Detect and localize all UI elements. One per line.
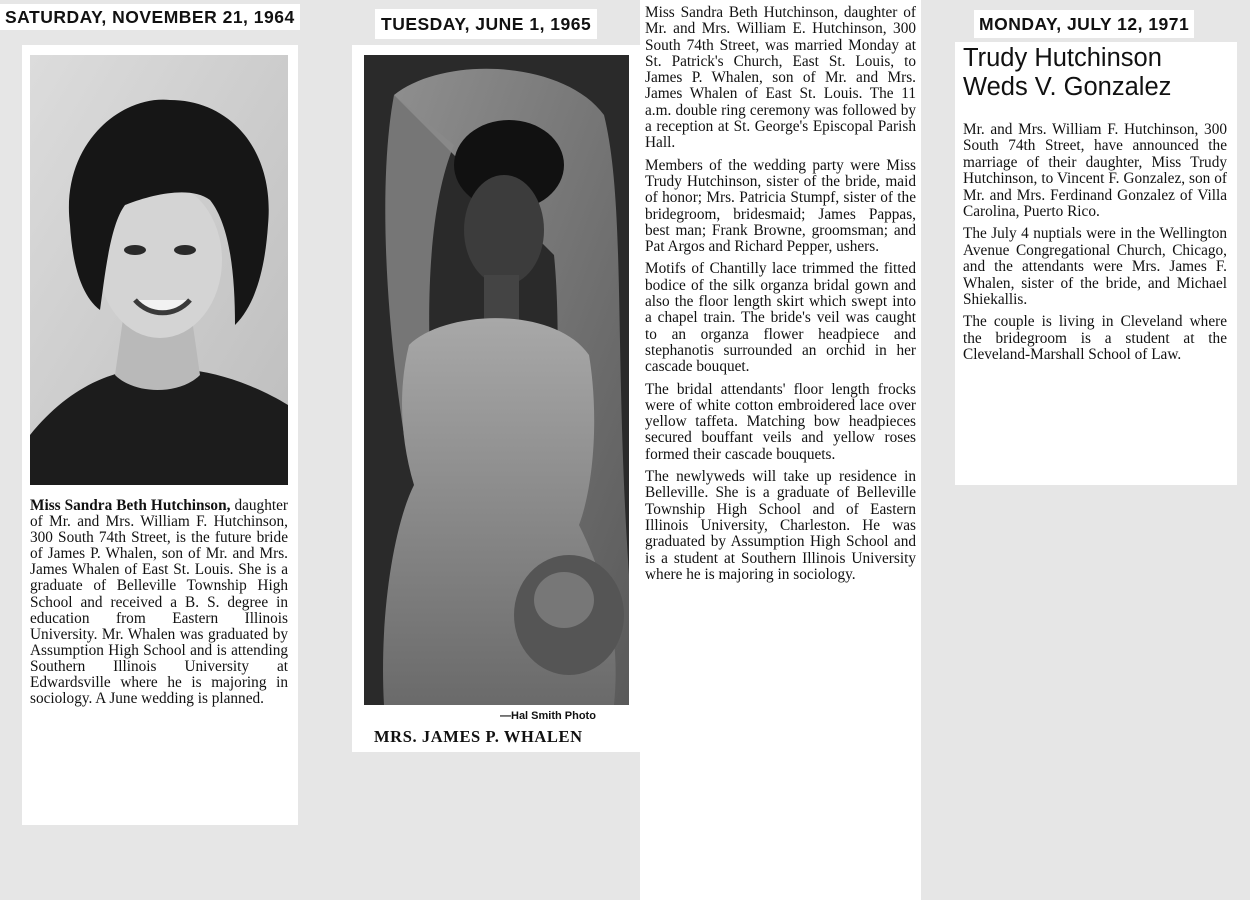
clip3-article-text: [963, 122, 1227, 370]
clip3-headline-line1: Trudy Hutchinson: [963, 44, 1162, 72]
portrait-illustration: [30, 55, 288, 485]
clip1-dateline: SATURDAY, NOVEMBER 21, 1964: [0, 4, 300, 30]
clip1-body: daughter of Mr. and Mrs. William F. Hutchinson, 300 South 74th Street, is the future bride of James P. Whalen, son of Mr. and Mrs. James Whalen of East St. Louis. She is a graduate of Belleville Township High School and received a B. S. degree in education from Eastern Illinois University. Mr. Whalen was graduated by Assumption High School and is attending Southern Illinois University at Edwardsville where he is majoring in sociology. A June wedding is planned.: [30, 497, 288, 708]
clip2-paragraph: Members of the wedding party were Miss Trudy Hutchinson, sister of the bride, maid of honor; Mrs. Patricia Stumpf, sister of the bridegroom, bridesmaid; James Pappas, best man; Frank Browne, groomsman; and Pat Argos and Richard Pepper, ushers.: [645, 156, 916, 256]
clip2-bride-photo: [364, 55, 629, 705]
clip3-headline: [963, 44, 1233, 102]
clip3-headline-line2: Weds V. Gonzalez: [963, 73, 1172, 101]
clip3-paragraph: The July 4 nuptials were in the Wellington Avenue Congregational Church, Chicago, and the attendants were Mrs. James F. Whalen, sister of the bride, and Michael Shiekallis.: [963, 225, 1227, 309]
clip1-article-text: [30, 498, 288, 713]
bride-illustration: [364, 55, 629, 705]
clip2-photo-caption: MRS. JAMES P. WHALEN: [374, 727, 583, 746]
clip2-paragraph: Motifs of Chantilly lace trimmed the fitted bodice of the silk organza bridal gown and also the floor length skirt which swept into a chapel train. The bride's veil was caught to an organza flower headpiece and stephanotis surrounded an orchid in her cascade bouquet.: [645, 260, 916, 376]
clip1-portrait-photo: [30, 55, 288, 485]
clip2-paragraph: The newlyweds will take up residence in Belleville. She is a graduate of Belleville Township High School and of Eastern Illinois University, Charleston. He was graduated by Assumption High School and is a student at Southern Illinois University where he is majoring in sociology.: [645, 468, 916, 583]
clip1-lead-name: Miss Sandra Beth Hutchinson,: [30, 497, 231, 514]
clip2-paragraph: Miss Sandra Beth Hutchinson, daughter of Mr. and Mrs. William E. Hutchinson, 300 South 74th Street, was married Monday at St. Patrick's Church, East St. Louis, to James P. Whalen, son of Mr. and Mrs. James Whalen of East St. Louis. The 11 a.m. double ring ceremony was followed by a reception at St. George's Episcopal Parish Hall.: [645, 4, 916, 152]
clip3-paragraph: The couple is living in Cleveland where the bridegroom is a student at the Cleveland-Marshall School of Law.: [963, 313, 1227, 364]
clip2-dateline: TUESDAY, JUNE 1, 1965: [375, 9, 597, 39]
clip2-paragraph: The bridal attendants' floor length frocks were of white cotton embroidered lace over yellow taffeta. Matching bow headpieces secured bouffant veils and yellow roses formed their cascade bouquets.: [645, 380, 916, 463]
clip3-paragraph: Mr. and Mrs. William F. Hutchinson, 300 South 74th Street, have announced the marriage of their daughter, Miss Trudy Hutchinson, to Vincent F. Gonzalez, son of Mr. and Mrs. Ferdinand Gonzalez of Villa Carolina, Puerto Rico.: [963, 121, 1227, 221]
clip2-article-text: [645, 5, 916, 589]
clip2-photo-credit: —Hal Smith Photo: [500, 710, 596, 722]
clip3-dateline: MONDAY, JULY 12, 1971: [974, 10, 1194, 38]
